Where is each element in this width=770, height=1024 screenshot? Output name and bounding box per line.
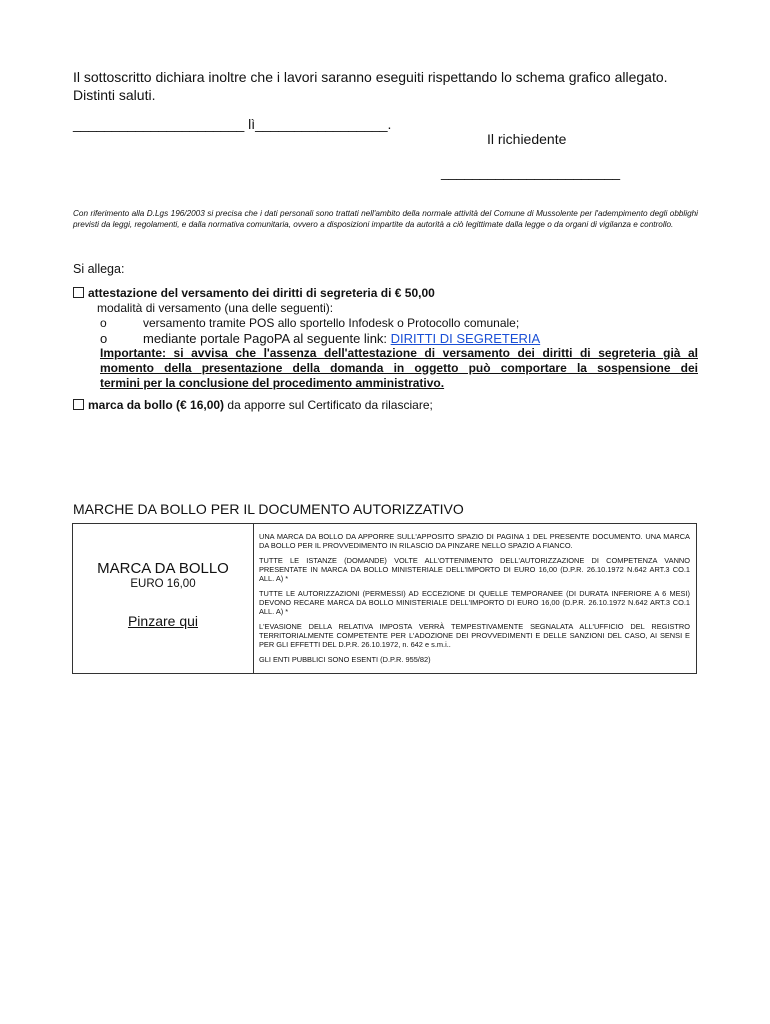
option-pagopa-text: mediante portale PagoPA al seguente link: (143, 331, 391, 346)
intro-line-1: Il sottoscritto dichiara inoltre che i lavori saranno eseguiti rispettando lo schema grafico allegato. (73, 69, 668, 85)
attestazione-checkbox[interactable] (73, 287, 84, 298)
richiedente-label: Il richiedente (487, 131, 567, 147)
marca-label-bold: marca da bollo (€ 16,00) (88, 398, 225, 412)
option-pos-text: versamento tramite POS allo sportello Infodesk o Protocollo comunale; (143, 316, 520, 330)
option-pos (73, 316, 698, 331)
attachments-heading: Si allega: (73, 262, 125, 276)
place-date-line[interactable]: ______________________ lì_________________. (73, 116, 392, 132)
pinzare-label: Pinzare qui (127, 613, 199, 629)
marca-box (73, 524, 254, 673)
bullet-symbol: o (100, 331, 108, 346)
marche-table (72, 523, 697, 674)
euro-label: EURO 16,00 (130, 578, 196, 590)
attachment-item-marca (73, 398, 433, 412)
importante-notice (100, 346, 698, 391)
option-pagopa (73, 331, 698, 346)
note-4: L'EVASIONE DELLA RELATIVA IMPOSTA VERRÀ TEMPESTIVAMENTE SEGNALATA ALL'UFFICIO DEL REGISTRO TERRITORIALMENTE COMPETENTE PER L'ADOZIONE DEI PROVVEDIMENTI E DELLE SANZIONI DEL CASO, AI SENSI E PER GLI EFFETTI DEL D.P.R. 26.10.1972, n. 642 e s.m.i.. (259, 622, 690, 649)
attachment-item-attestazione (73, 286, 698, 391)
note-3: TUTTE LE AUTORIZZAZIONI (PERMESSI) AD ECCEZIONE DI QUELLE TEMPORANEE (DI DURATA INFERIORE A 6 MESI) DEVONO RECARE MARCA DA BOLLO MINISTERIALE DELL'IMPORTO DI EURO 16,00 (D.P.R. 26.10.1972 N.642 ART.3 CO.1 ALL. A) * (259, 589, 690, 616)
marca-label-rest: da apporre sul Certificato da rilasciare; (224, 398, 433, 412)
bullet-symbol: o (100, 316, 107, 330)
richiedente-signature-line[interactable]: _______________________ (441, 164, 621, 180)
marca-checkbox[interactable] (73, 399, 84, 410)
marca-label: MARCA DA BOLLO (97, 560, 229, 577)
note-2: TUTTE LE ISTANZE (DOMANDE) VOLTE ALL'OTTENIMENTO DELL'AUTORIZZAZIONE DI COMPETENZA VANNO PRESENTATE IN MARCA DA BOLLO MINISTERIALE DELL'IMPORTO DI EURO 16,00 (D.P.R. 26.10.1972 N.642 ART.3 CO.1 ALL. A) * (259, 556, 690, 583)
diritti-segreteria-link[interactable]: DIRITTI DI SEGRETERIA (390, 331, 541, 346)
importante-line-1: Importante: si avvisa che l'assenza dell'attestazione di versamento dei diritti di segreteria già al (100, 346, 698, 360)
importante-line-2: momento della presentazione della domanda in oggetto può comportare la sospensione dei (100, 361, 698, 375)
intro-paragraph (73, 68, 668, 104)
intro-line-2: Distinti saluti. (73, 87, 156, 103)
modalita-label: modalità di versamento (una delle seguenti): (97, 301, 334, 315)
note-5: GLI ENTI PUBBLICI SONO ESENTI (D.P.R. 955/82) (259, 655, 431, 664)
attestazione-label: attestazione del versamento dei diritti di segreteria di € 50,00 (88, 286, 435, 300)
marche-notes (254, 524, 696, 673)
note-1: UNA MARCA DA BOLLO DA APPORRE SULL'APPOSITO SPAZIO DI PAGINA 1 DEL PRESENTE DOCUMENTO. UNA MARCA DA BOLLO PER IL PROVVEDIMENTO IN RILASCIO DA PINZARE NELLO SPAZIO A FIANCO. (259, 532, 690, 550)
marche-title: MARCHE DA BOLLO PER IL DOCUMENTO AUTORIZZATIVO (73, 501, 464, 517)
privacy-note: Con riferimento alla D.Lgs 196/2003 si precisa che i dati personali sono trattati nell'ambito della normale attività del Comune di Mussolente per l'adempimento degli obblighi previsti da leggi, regolamenti, e dalla normativa comunitaria, ovvero a disposizioni impartite da autorità a ciò legittimate dalla legge o da organi di vigilanza e controllo. (73, 209, 698, 229)
importante-line-3: termini per la conclusione del procedimento amministrativo. (100, 376, 445, 390)
